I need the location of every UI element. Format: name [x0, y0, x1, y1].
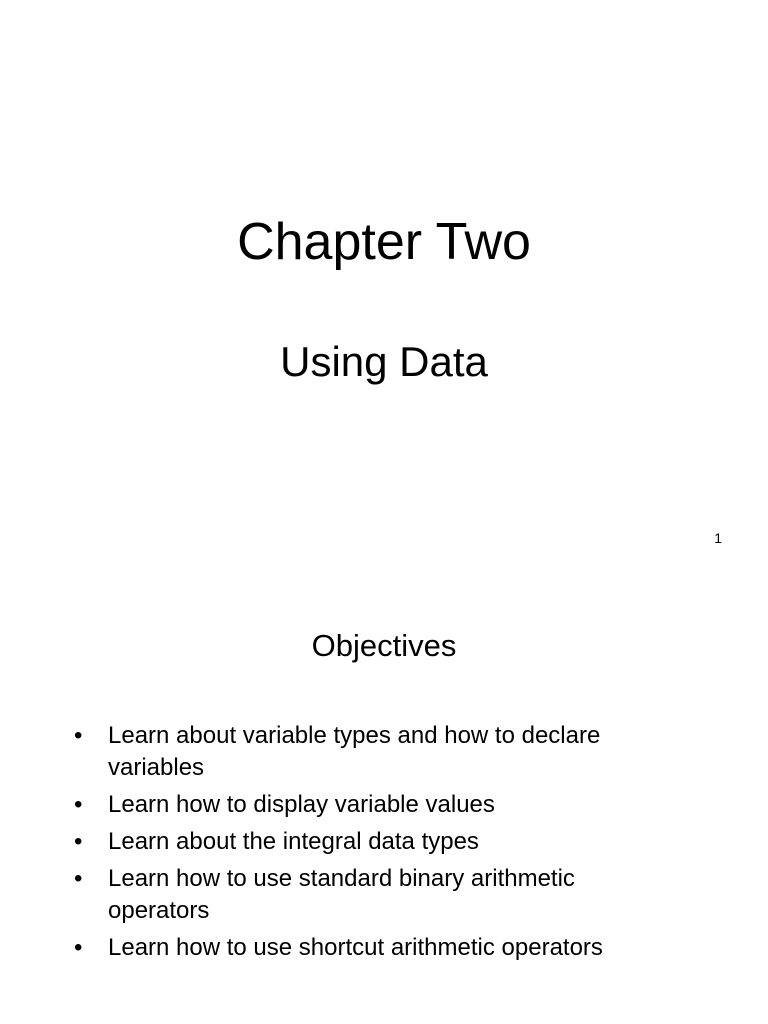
objective-text: Learn how to display variable values [108, 791, 495, 818]
objective-text: Learn how to use shortcut arithmetic operators [108, 934, 603, 961]
bullet-icon: • [74, 865, 83, 892]
bullet-icon: • [74, 934, 83, 961]
objective-item [72, 863, 672, 927]
objectives-slide [0, 560, 768, 1024]
bullet-icon: • [74, 791, 83, 818]
bullet-icon: • [74, 828, 83, 855]
objectives-heading: Objectives [311, 628, 457, 663]
chapter-title: Chapter Two [237, 213, 531, 271]
objective-item [72, 789, 672, 821]
objective-text: Learn about variable types and how to declare variables [108, 722, 601, 781]
bullet-icon: • [74, 722, 83, 749]
objective-text: Learn about the integral data types [108, 828, 479, 855]
objective-text: Learn how to use standard binary arithmetic operators [108, 865, 575, 924]
objectives-list [72, 720, 672, 969]
page-number: 1 [714, 530, 722, 546]
objective-item [72, 932, 672, 964]
chapter-subtitle: Using Data [280, 338, 488, 385]
objective-item [72, 720, 672, 784]
objective-item [72, 826, 672, 858]
